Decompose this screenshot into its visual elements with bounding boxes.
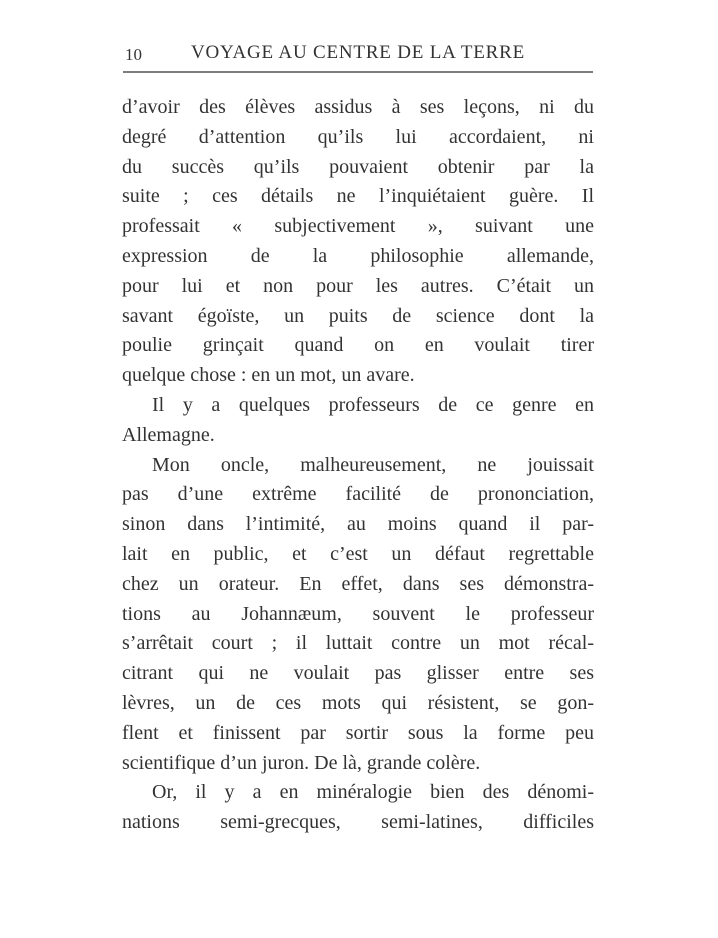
text-line: Allemagne. [122, 423, 215, 446]
text-line: d’avoir des élèves assidus à ses leçons, ni du [122, 96, 594, 118]
text-line: s’arrêtait court ; il luttait contre un mot récal- [122, 632, 594, 655]
text-line: tions au Johannæum, souvent le professeur [122, 602, 594, 625]
text-line: scientifique d’un juron. De là, grande colère. [122, 751, 481, 774]
text-line: nations semi-grecques, semi-latines, difficiles [122, 811, 594, 834]
text-line: du succès qu’ils pouvaient obtenir par la [122, 155, 594, 178]
text-line: Il y a quelques professeurs de ce genre en [152, 393, 594, 416]
text-line: lait en public, et c’est un défaut regrettable [122, 542, 594, 565]
text-line: lèvres, un de ces mots qui résistent, se gon- [122, 691, 594, 714]
text-line: pour lui et non pour les autres. C’était un [122, 274, 594, 297]
text-line: quelque chose : en un mot, un avare. [122, 364, 415, 387]
text-line: poulie grinçait quand on en voulait tirer [122, 334, 594, 357]
text-line: citrant qui ne voulait pas glisser entre ses [122, 662, 594, 685]
text-line: professait « subjectivement », suivant une [122, 215, 594, 238]
page-number: 10 [125, 45, 142, 64]
text-line: pas d’une extrême facilité de prononciation, [122, 483, 594, 506]
page-header [123, 42, 593, 68]
running-title: VOYAGE AU CENTRE DE LA TERRE [191, 42, 525, 63]
header-rule [123, 71, 593, 73]
text-line: flent et finissent par sortir sous la forme peu [122, 721, 594, 744]
text-line: chez un orateur. En effet, dans ses démonstra- [122, 572, 594, 595]
text-line: degré d’attention qu’ils lui accordaient, ni [122, 125, 594, 148]
text-line: sinon dans l’intimité, au moins quand il par- [122, 513, 594, 536]
text-line: suite ; ces détails ne l’inquiétaient guère. Il [122, 185, 594, 208]
text-line: savant égoïste, un puits de science dont la [122, 304, 594, 327]
text-line: Mon oncle, malheureusement, ne jouissait [152, 453, 594, 476]
text-line: expression de la philosophie allemande, [122, 244, 594, 267]
text-line: Or, il y a en minéralogie bien des dénomi- [152, 781, 594, 804]
body-text [122, 93, 594, 838]
